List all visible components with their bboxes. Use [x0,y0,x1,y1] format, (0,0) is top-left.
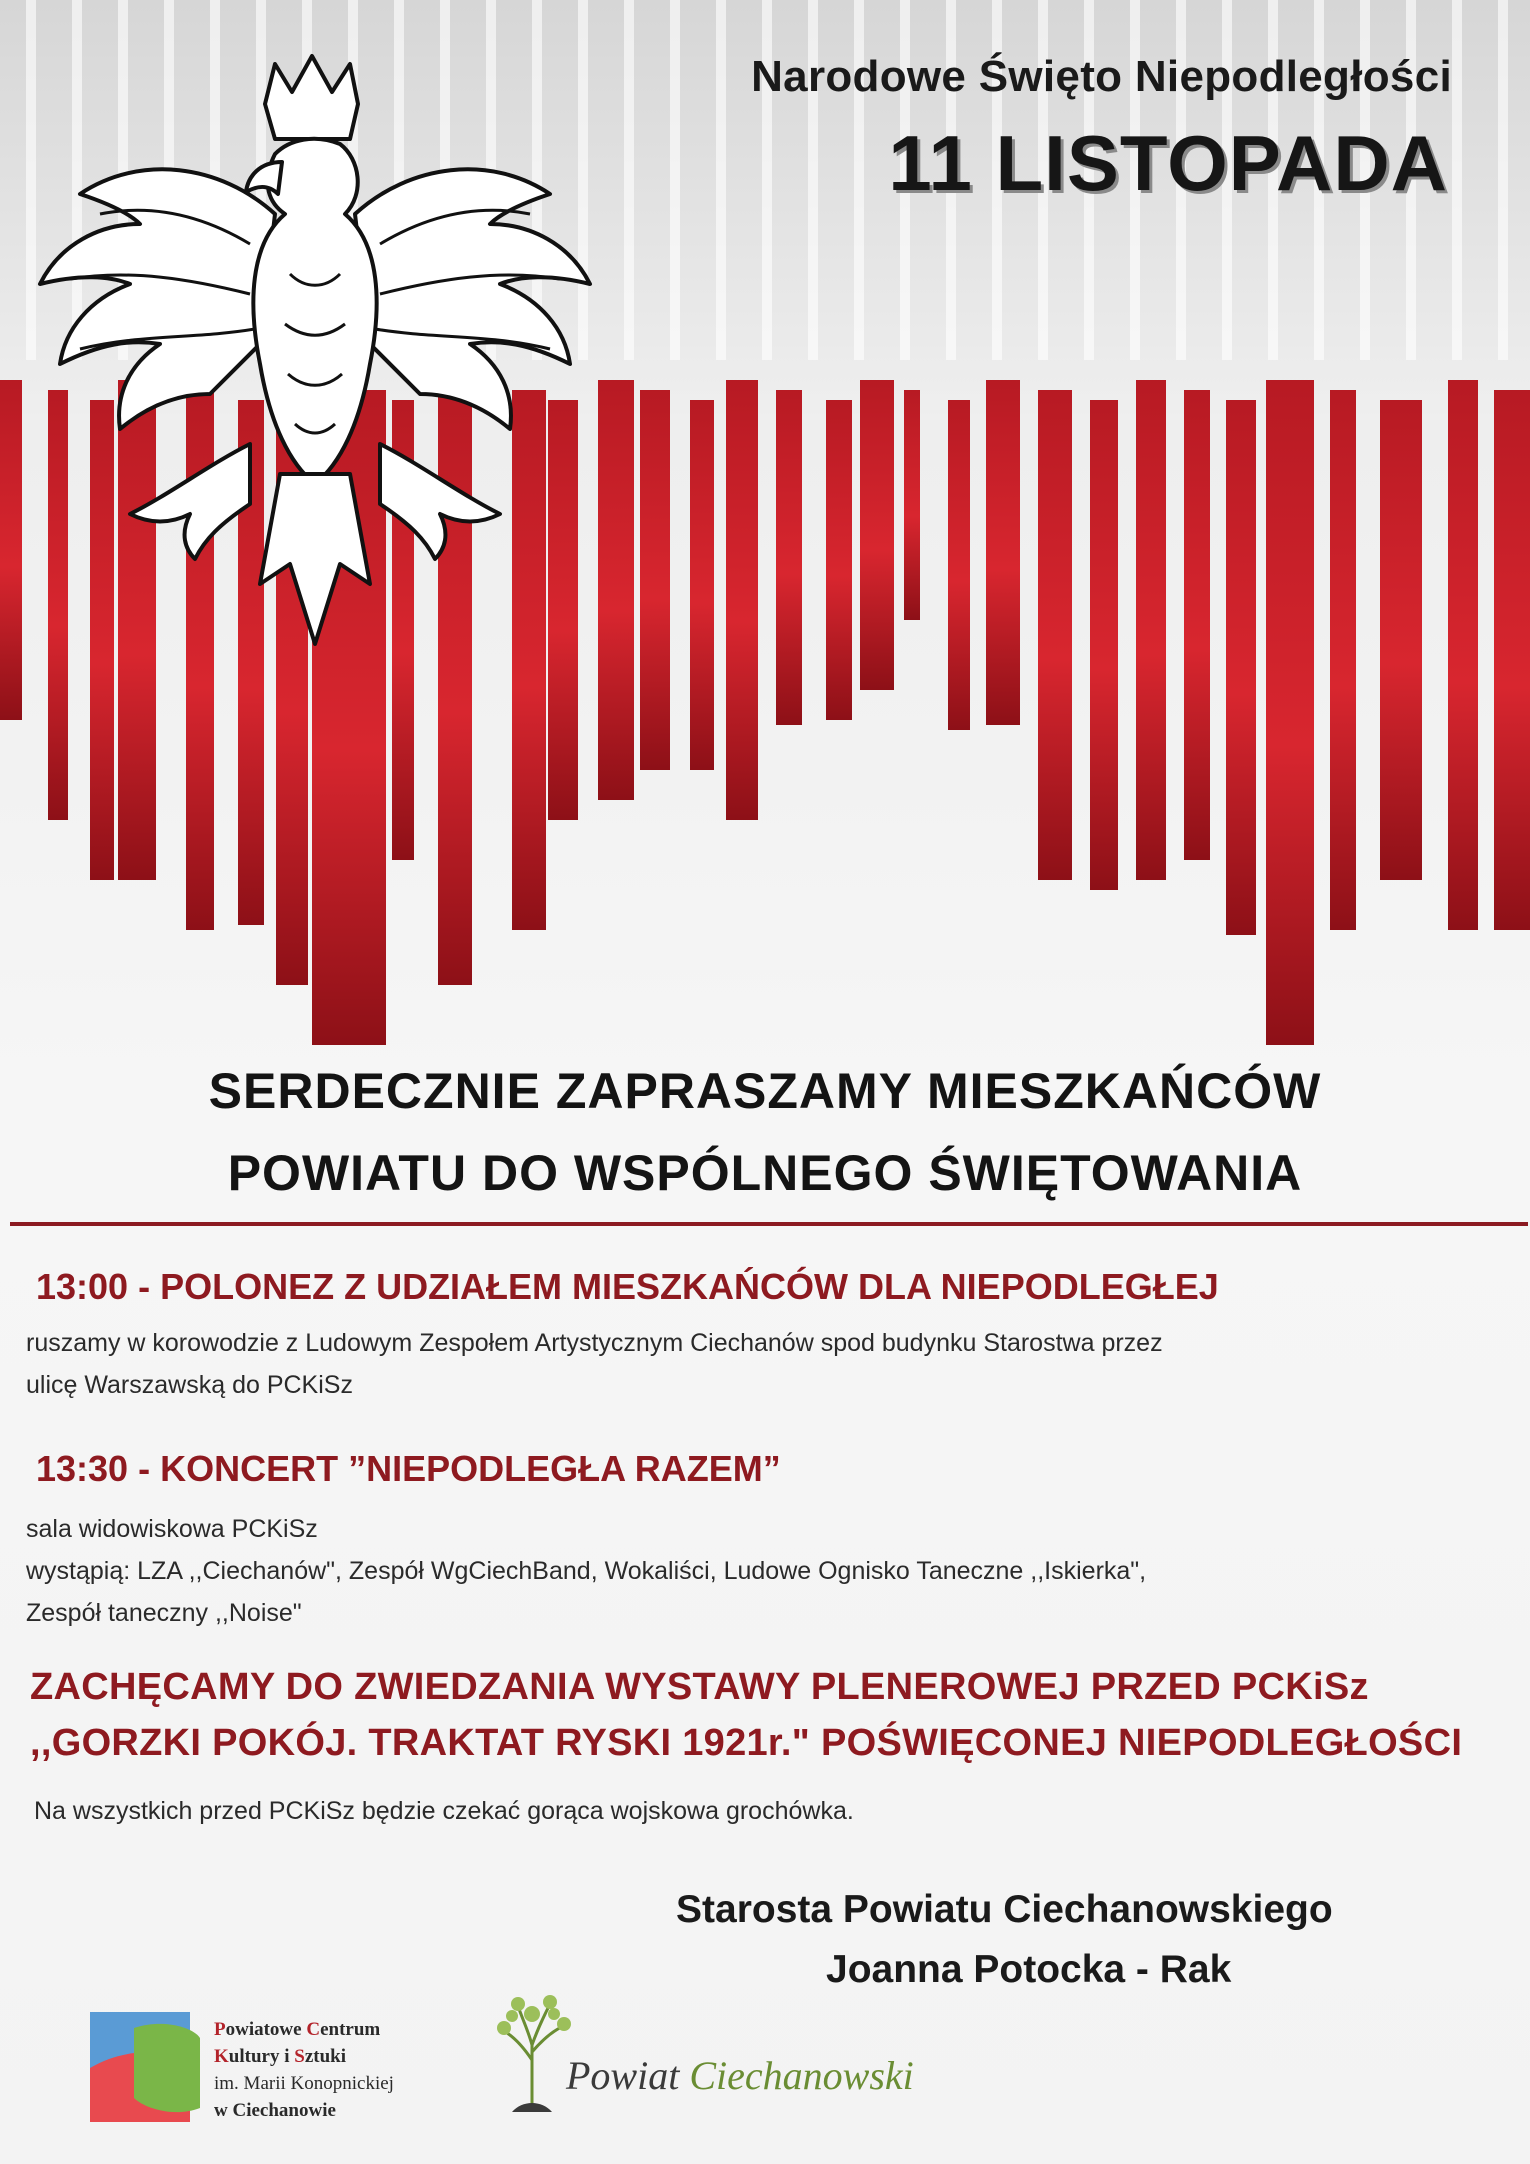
pckisz-line2-rest2: ztuki [304,2046,346,2067]
flag-bar [826,400,852,720]
pckisz-line1-rest1: owiatowe [225,2019,307,2040]
header-date: 11 LISTOPADA [888,119,1448,207]
event2-line3: Zespół taneczny ,,Noise" [26,1599,302,1627]
flag-bar [1266,380,1314,1045]
flag-bar [1226,400,1256,935]
ciechanowski-word: Ciechanowski [689,2053,914,2098]
pckisz-line1-cap2: C [306,2019,321,2040]
event2-line1: sala widowiskowa PCKiSz [26,1515,318,1543]
flag-bar [1136,380,1166,880]
pckisz-line2 [214,2043,394,2070]
pckisz-line1 [214,2016,394,2043]
powiat-logo-text [566,2052,914,2099]
exhibition-note: Na wszystkich przed PCKiSz będzie czekać gorąca wojskowa grochówka. [34,1797,854,1825]
flag-bar [776,390,802,725]
headline-line2: POWIATU DO WSPÓLNEGO ŚWIĘTOWANIA [227,1145,1303,1201]
flag-bar [986,380,1020,725]
pckisz-line2-cap2: S [294,2046,305,2067]
pckisz-line4 [214,2097,394,2124]
flag-bar [860,380,894,690]
signature-role: Starosta Powiatu Ciechanowskiego [676,1888,1333,1931]
flag-bar [1494,390,1530,930]
pckisz-line1-cap1: P [214,2019,226,2040]
exhibition-line2: ,,GORZKI POKÓJ. TRAKTAT RYSKI 1921r." POŚWIĘCONEJ NIEPODLEGŁOŚCI [30,1722,1463,1764]
flag-bar [948,400,970,730]
pckisz-logo-icon [84,2008,204,2128]
flag-bar [690,400,714,770]
event1-line2: ulicę Warszawską do PCKiSz [26,1371,353,1399]
exhibition-line1: ZACHĘCAMY DO ZWIEDZANIA WYSTAWY PLENEROWEJ PRZED PCKiSz [30,1666,1369,1708]
powiat-tree-logo-icon [492,1990,572,2120]
pckisz-line2-cap1: K [214,2046,229,2067]
event1-text [26,1322,1163,1406]
flag-stripe [1452,0,1462,360]
flag-bar [1448,380,1478,930]
event2-text [26,1508,1146,1634]
event2-line2: wystąpią: LZA ,,Ciechanów", Zespół WgCiechBand, Wokaliści, Ludowe Ognisko Taneczne ,,Iskierka", [26,1557,1147,1585]
pckisz-line2-rest1: ultury i [228,2046,295,2067]
event2-title: 13:30 - KONCERT ”NIEPODLEGŁA RAZEM” [36,1448,781,1489]
flag-bar [726,380,758,820]
header-subtitle: Narodowe Święto Niepodległości [751,52,1452,101]
pckisz-line3: im. Marii Konopnickiej [214,2073,394,2094]
flag-bar [1330,390,1356,930]
pckisz-line1-rest2: entrum [320,2019,381,2040]
flag-bar [640,390,670,770]
flag-bar [1184,390,1210,860]
powiat-word: Powiat [566,2053,680,2098]
signature-name: Joanna Potocka - Rak [826,1948,1232,1991]
event1-line1: ruszamy w korowodzie z Ludowym Zespołem Artystycznym Ciechanów spod budynku Starostwa przez [26,1329,1163,1357]
flag-bar [1380,400,1422,880]
flag-bar [904,390,920,620]
flag-bar [1038,390,1072,880]
flag-bar [0,380,22,720]
event1-title: 13:00 - POLONEZ Z UDZIAŁEM MIESZKAŃCÓW DLA NIEPODLEGŁEJ [36,1266,1219,1307]
flag-bar [1090,400,1118,890]
pckisz-line4-text: w Ciechanowie [214,2100,336,2121]
headline-line1: SERDECZNIE ZAPRASZAMY MIESZKAŃCÓW [208,1063,1322,1119]
divider-rule [10,1222,1528,1226]
pckisz-logo-text [214,2016,394,2124]
flag-stripe [1498,0,1508,360]
